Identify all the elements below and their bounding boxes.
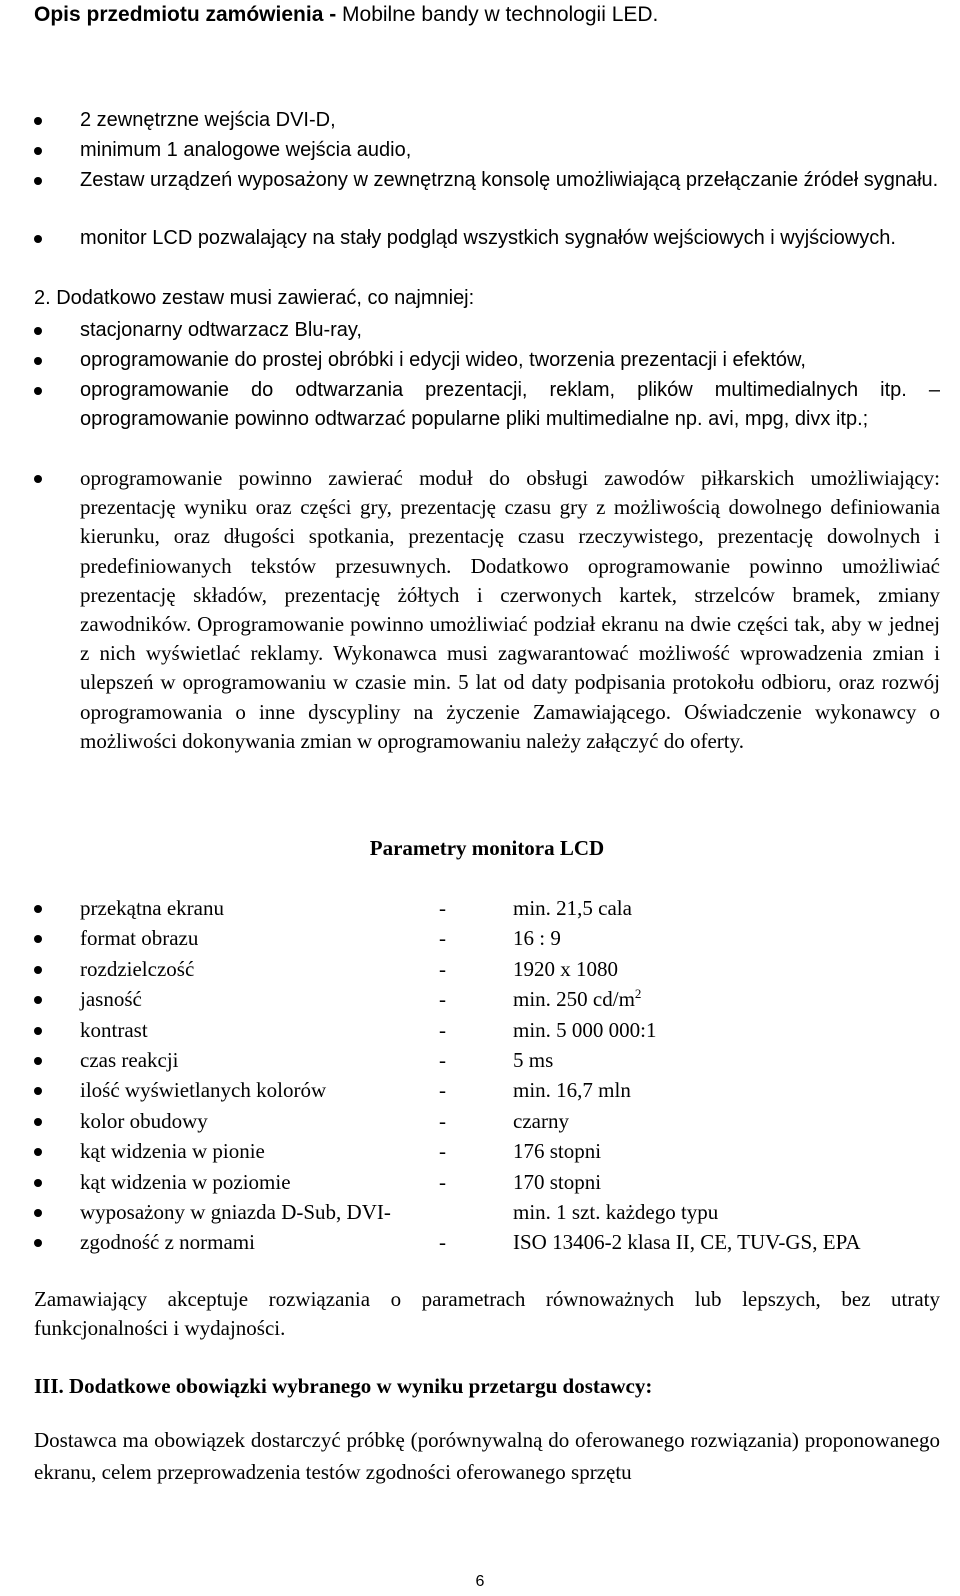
bullet-icon: [34, 475, 42, 483]
page-number: 6: [475, 1573, 485, 1590]
spec-row: kąt widzenia w poziomie - 170 stopni: [34, 1168, 940, 1198]
title-bold: Opis przedmiotu zamówienia -: [34, 3, 337, 26]
spec-row: przekątna ekranu - min. 21,5 cala: [34, 894, 940, 924]
list-item: 2 zewnętrzne wejścia DVI-D,: [34, 106, 940, 136]
bullet-icon: [34, 117, 42, 125]
bullet-icon: [34, 935, 42, 943]
page-title: [34, 0, 940, 29]
spec-row: ilość wyświetlanych kolorów - min. 16,7 mln: [34, 1076, 940, 1106]
bullet-icon: [34, 1179, 42, 1187]
bullet-icon: [34, 1027, 42, 1035]
spec-row: jasność - min. 250 $cd/m^2$: [34, 985, 940, 1015]
bullet-icon: [34, 1148, 42, 1156]
inputs-list: [34, 106, 940, 282]
bullet-icon: [34, 1118, 42, 1126]
bullet-icon: [34, 177, 42, 185]
spec-list: [34, 894, 940, 1259]
spec-row: rozdzielczość - 1920 x 1080: [34, 955, 940, 985]
spec-row: format obrazu - 16 : 9: [34, 924, 940, 954]
item-2-heading: 2. Dodatkowo zestaw musi zawierać, co najmniej:: [34, 287, 475, 309]
list-item: oprogramowanie do odtwarzania prezentacji, reklam, plików multimedialnych itp. – oprogramowanie powinno odtwarzać popularne pliki multimedialne np. avi, mpg, divx itp.;: [34, 376, 940, 464]
bullet-icon: [34, 147, 42, 155]
software-list: [34, 316, 940, 756]
bullet-icon: [34, 1057, 42, 1065]
list-item: oprogramowanie powinno zawierać moduł do obsługi zawodów piłkarskich umożliwiający: prezentację wyniku oraz części gry, prezentację czasu gry z możliwością dowolnego definiowania kierunku, oraz długości spotkania, prezentację czasu rzeczywistego, prezentację dowolnych i predefiniowanych tekstów przesuwnych. Dodatkowo oprogramowanie powinno umożliwiać prezentację składów, prezentację żółtych i czerwonych kartek, strzelców bramek, zmiany zawodników. Oprogramowanie powinno umożliwiać podział ekranu na dwie części tak, aby w jednej z nich wyświetlać reklamy. Wykonawca musi zagwarantować możliwość wprowadzenia zmian i ulepszeń w oprogramowaniu w czasie min. 5 lat od daty podpisania protokołu odbioru, oraz rozwój oprogramowania o inne dyscypliny na życzenie Zamawiającego. Oświadczenie wykonawcy o możliwości dokonywania zmian w oprogramowaniu należy załączyć do oferty.: [34, 464, 940, 756]
bullet-icon: [34, 1209, 42, 1217]
section-3-heading: III. Dodatkowe obowiązki wybranego w wyniku przetargu dostawcy:: [34, 1374, 653, 1398]
spec-row: kąt widzenia w pionie - 176 stopni: [34, 1137, 940, 1167]
section-3-paragraph: Dostawca ma obowiązek dostarczyć próbkę (porównywalną do oferowanego rozwiązania) proponowanego ekranu, celem przeprowadzenia testów zgodności oferowanego sprzętu: [34, 1428, 940, 1484]
bullet-icon: [34, 1087, 42, 1095]
acceptance-paragraph: Zamawiający akceptuje rozwiązania o parametrach równoważnych lub lepszych, bez utraty funkcjonalności i wydajności.: [34, 1287, 940, 1340]
bullet-icon: [34, 996, 42, 1004]
bullet-icon: [34, 905, 42, 913]
bullet-icon: [34, 327, 42, 335]
list-item: stacjonarny odtwarzacz Blu-ray,: [34, 316, 940, 346]
bullet-icon: [34, 966, 42, 974]
spec-row: kolor obudowy - czarny: [34, 1107, 940, 1137]
bullet-icon: [34, 357, 42, 365]
list-item: minimum 1 analogowe wejścia audio,: [34, 136, 940, 166]
title-rest: Mobilne bandy w technologii LED.: [336, 3, 659, 26]
bullet-icon: [34, 387, 42, 395]
spec-row: czas reakcji - 5 ms: [34, 1046, 940, 1076]
bullet-icon: [34, 1239, 42, 1247]
list-item: oprogramowanie do prostej obróbki i edycji wideo, tworzenia prezentacji i efektów,: [34, 346, 940, 376]
params-heading: Parametry monitora LCD: [369, 836, 605, 860]
spec-row: zgodność z normami - ISO 13406-2 klasa II, CE, TUV-GS, EPA: [34, 1228, 940, 1258]
spec-row: wyposażony w gniazda D-Sub, DVI- min. 1 szt. każdego typu: [34, 1198, 940, 1228]
spec-row: kontrast - min. 5 000 000:1: [34, 1016, 940, 1046]
bullet-icon: [34, 235, 42, 243]
list-item: monitor LCD pozwalający na stały podgląd wszystkich sygnałów wejściowych i wyjściowych.: [34, 224, 940, 282]
list-item: Zestaw urządzeń wyposażony w zewnętrzną konsolę umożliwiającą przełączanie źródeł sygnału.: [34, 166, 940, 224]
